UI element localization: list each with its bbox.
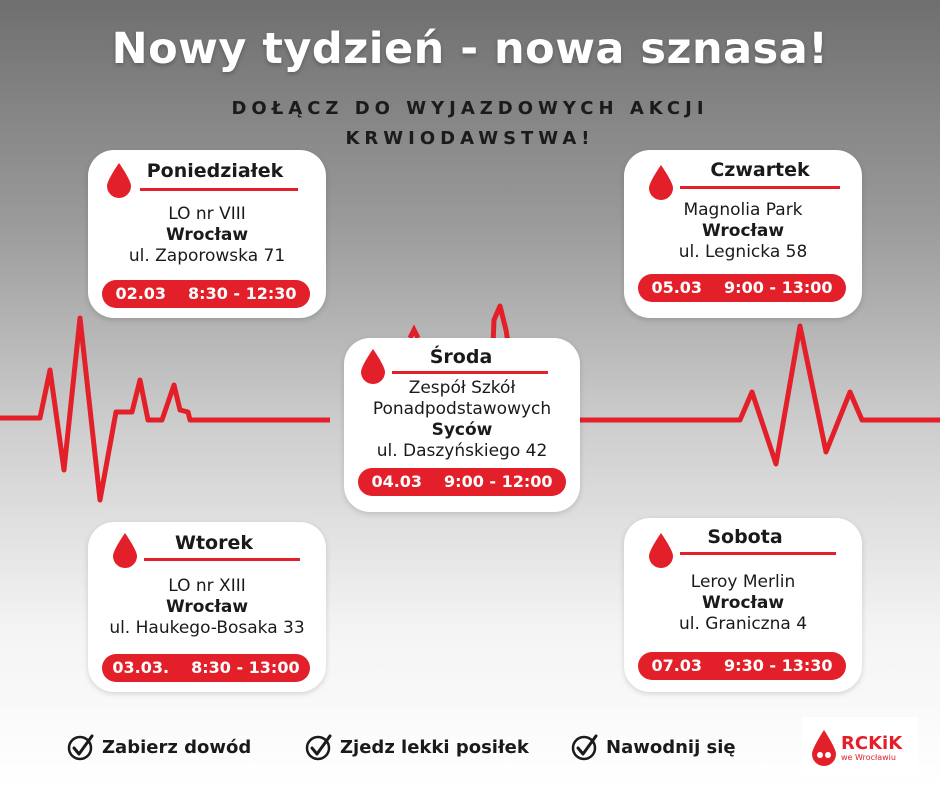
tip-label: Zabierz dowód <box>102 736 252 758</box>
date-time-badge <box>358 468 566 496</box>
hours-label: 9:00 - 13:00 <box>724 278 833 297</box>
location-name: Magnolia Park <box>683 200 803 220</box>
card-wednesday <box>344 338 580 512</box>
location-name: LO nr XIII <box>168 576 246 596</box>
location-street: ul. Graniczna 4 <box>678 614 808 634</box>
tip-label: Zjedz lekki posiłek <box>340 736 529 758</box>
card-thursday <box>624 150 862 318</box>
location-name: Leroy Merlin <box>690 572 796 592</box>
location-street: ul. Legnicka 58 <box>678 242 808 262</box>
tip-label: Nawodnij się <box>606 736 736 758</box>
blood-drop-icon <box>648 164 674 200</box>
hours-label: 9:30 - 13:30 <box>724 656 833 675</box>
date-label: 05.03 <box>651 278 703 297</box>
day-underline <box>680 186 840 189</box>
location-info <box>634 200 852 263</box>
location-street: ul. Zaporowska 71 <box>128 246 286 266</box>
date-time-badge <box>102 280 310 308</box>
page-title: Nowy tydzień - nowa sznasa! <box>111 24 829 74</box>
day-underline <box>392 371 548 374</box>
blood-drop-icon <box>106 162 132 198</box>
location-city: Wrocław <box>701 593 785 613</box>
date-label: 07.03 <box>651 656 703 675</box>
logo-sub-text: we Wrocławiu <box>841 752 896 762</box>
day-underline <box>680 552 836 555</box>
location-street: ul. Daszyńskiego 42 <box>376 441 548 461</box>
day-underline <box>144 558 300 561</box>
tip-hydrate <box>570 732 736 762</box>
day-label: Wtorek <box>175 532 253 554</box>
card-monday <box>88 150 326 318</box>
hours-label: 8:30 - 12:30 <box>188 284 297 303</box>
date-time-badge <box>102 654 310 682</box>
location-info <box>98 204 316 267</box>
location-city: Wrocław <box>165 225 249 245</box>
location-name-2: Ponadpodstawowych <box>372 399 552 419</box>
blood-drop-icon <box>648 532 674 568</box>
hours-label: 9:00 - 12:00 <box>444 472 553 491</box>
date-time-badge <box>638 652 846 680</box>
rckik-logo <box>802 717 918 779</box>
location-street: ul. Haukego-Bosaka 33 <box>109 618 305 638</box>
location-name: LO nr VIII <box>168 204 246 224</box>
day-label: Sobota <box>707 526 783 548</box>
location-city: Wrocław <box>165 597 249 617</box>
blood-drop-icon <box>112 532 138 568</box>
date-label: 03.03. <box>112 658 170 677</box>
day-label: Środa <box>429 346 493 368</box>
check-circle-icon <box>570 732 600 762</box>
location-name: Zespół Szkół <box>408 378 516 398</box>
location-city: Wrocław <box>701 221 785 241</box>
location-info <box>348 378 576 462</box>
page-subtitle: DOŁĄCZ DO WYJAZDOWYCH AKCJI KRWIODAWSTWA! <box>231 98 709 149</box>
location-info <box>92 576 322 639</box>
tip-light-meal <box>304 732 529 762</box>
day-label: Czwartek <box>710 159 810 181</box>
date-time-badge <box>638 274 846 302</box>
logo-main-text: RCKiK <box>841 732 903 754</box>
location-city: Syców <box>431 420 493 440</box>
day-label: Poniedziałek <box>146 160 284 182</box>
location-info <box>634 572 852 635</box>
hours-label: 8:30 - 13:00 <box>191 658 300 677</box>
blood-drop-logo-icon <box>810 729 838 767</box>
card-tuesday <box>88 522 326 692</box>
day-underline <box>140 188 298 191</box>
date-label: 04.03 <box>371 472 423 491</box>
card-saturday <box>624 518 862 692</box>
check-circle-icon <box>304 732 334 762</box>
tip-bring-id <box>66 732 251 762</box>
check-circle-icon <box>66 732 96 762</box>
date-label: 02.03 <box>115 284 167 303</box>
